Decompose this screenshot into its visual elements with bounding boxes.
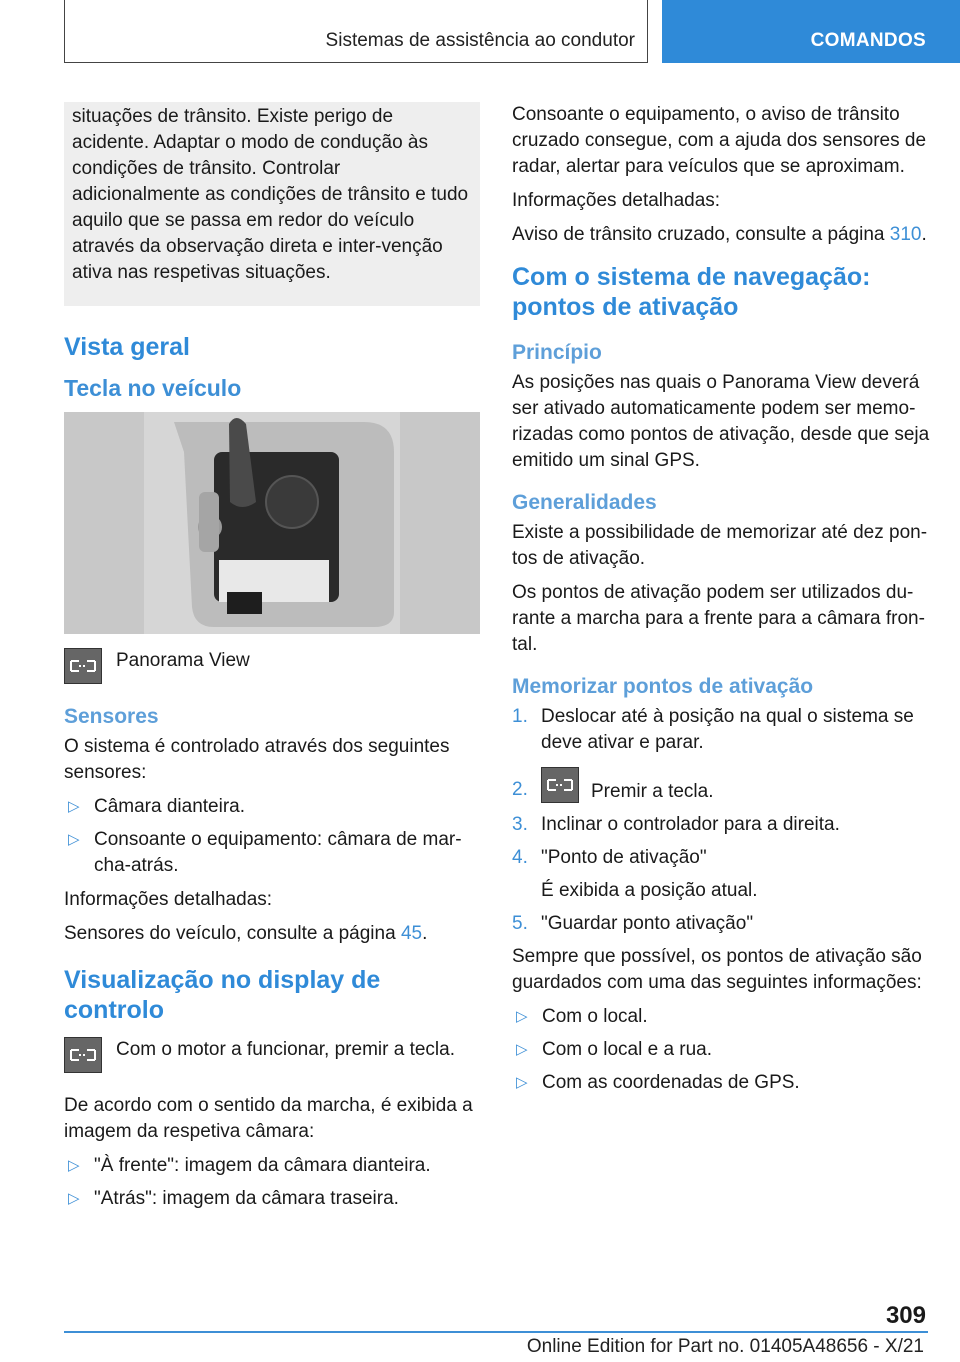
console-photo [64, 412, 480, 634]
panorama-view-button-icon [541, 767, 579, 803]
triangle-right-icon: ▷ [68, 831, 80, 848]
triangle-right-icon: ▷ [68, 1190, 80, 1207]
step-item: 4. "Ponto de ativação" É exibida a posição atual. [512, 845, 932, 904]
list-item: ▷ Com o local e a rua. [512, 1037, 932, 1063]
heading-sensors: Sensores [64, 705, 159, 728]
step-item: 1. Deslocar até à posição na qual o sistema se deve ativar e parar. [512, 706, 914, 753]
header-title: Sistemas de assistência ao condutor [325, 30, 635, 51]
cross-traffic-text: Consoante o equipamento, o aviso de trânsito cruzado consegue, com a ajuda dos sensores de radar, alertar para veículos que se aproximam. [512, 104, 927, 177]
left-column [64, 102, 480, 1220]
steps-list [512, 704, 932, 937]
store-list [512, 1004, 932, 1096]
list-item: ▷ Com o local. [512, 1004, 932, 1030]
panorama-view-label: Panorama View [116, 650, 250, 671]
list-item: ▷ "Atrás": imagem da câmara traseira. [64, 1186, 480, 1212]
step-subtext: É exibida a posição atual. [541, 880, 758, 901]
heading-display: Visualização no display de controlo [64, 966, 381, 1024]
panorama-view-button-icon [64, 1037, 102, 1073]
heading-general: Generalidades [512, 491, 657, 514]
warning-box [64, 102, 480, 306]
display-list [64, 1153, 480, 1212]
list-item: ▷ "À frente": imagem da câmara dianteira. [64, 1153, 480, 1179]
heading-navigation: Com o sistema de navegação: pontos de ativação [512, 263, 871, 321]
footer-edition: Online Edition for Part no. 01405A48656 - X/21 [526, 1336, 924, 1357]
warning-text: situações de trânsito. Existe perigo de acidente. Adaptar o modo de condução às condições de trânsito. Controlar adicionalmente as condições de trânsito e tudo aquilo que se passa em redor do veículo através da observação direta e inter-venção ativa nas respetivas situações. [72, 106, 469, 283]
header-section-tab [662, 0, 960, 63]
triangle-right-icon: ▷ [516, 1074, 528, 1091]
panorama-view-button-row [64, 648, 480, 684]
sensors-reference: Sensores do veículo, consulte a página 45. [64, 923, 428, 944]
triangle-right-icon: ▷ [516, 1041, 528, 1058]
heading-overview: Vista geral [64, 333, 191, 361]
header-section: COMANDOS [810, 30, 926, 51]
cross-traffic-reference: Aviso de trânsito cruzado, consulte a página 310. [512, 224, 927, 245]
display-text: De acordo com o sentido da marcha, é exibida a imagem da respetiva câmara: [64, 1095, 473, 1142]
display-button-row [64, 1037, 480, 1073]
triangle-right-icon: ▷ [516, 1008, 528, 1025]
detail-label: Informações detalhadas: [64, 889, 273, 910]
general-text-2: Os pontos de ativação podem ser utilizados du-rante a marcha para a frente para a câmara fron-tal. [512, 582, 925, 655]
heading-button-in-vehicle: Tecla no veículo [64, 375, 242, 401]
step-item: 2. Premir a tecla. [512, 763, 932, 805]
heading-principle: Princípio [512, 341, 602, 364]
sensors-intro: O sistema é controlado através dos seguintes sensores: [64, 736, 450, 783]
page-link-310[interactable]: 310 [889, 224, 922, 245]
page-link-45[interactable]: 45 [400, 923, 423, 944]
list-item: ▷ Câmara dianteira. [64, 794, 480, 820]
header-title-box [64, 0, 648, 63]
triangle-right-icon: ▷ [68, 1157, 80, 1174]
display-button-text: Com o motor a funcionar, premir a tecla. [116, 1039, 455, 1060]
page-number: 309 [885, 1302, 926, 1329]
triangle-right-icon: ▷ [68, 798, 80, 815]
list-item: ▷ Com as coordenadas de GPS. [512, 1070, 932, 1096]
list-item: ▷ Consoante o equipamento: câmara de mar-cha-atrás. [68, 829, 462, 876]
store-text: Sempre que possível, os pontos de ativação são guardados com uma das seguintes informações: [512, 946, 922, 993]
detail-label: Informações detalhadas: [512, 190, 721, 211]
panorama-view-button-icon [64, 648, 102, 684]
general-text-1: Existe a possibilidade de memorizar até dez pon-tos de ativação. [512, 522, 928, 569]
principle-text: As posições nas quais o Panorama View deverá ser ativado automaticamente podem ser memo-rizadas como pontos de ativação, desde que seja emitido um sinal GPS. [512, 372, 930, 471]
sensors-list [64, 794, 480, 879]
step-item: 5. "Guardar ponto ativação" [512, 913, 754, 934]
heading-store-points: Memorizar pontos de ativação [512, 675, 814, 698]
right-column [512, 102, 932, 1104]
footer-divider [64, 1331, 928, 1333]
step-item: 3. Inclinar o controlador para a direita. [512, 814, 840, 835]
